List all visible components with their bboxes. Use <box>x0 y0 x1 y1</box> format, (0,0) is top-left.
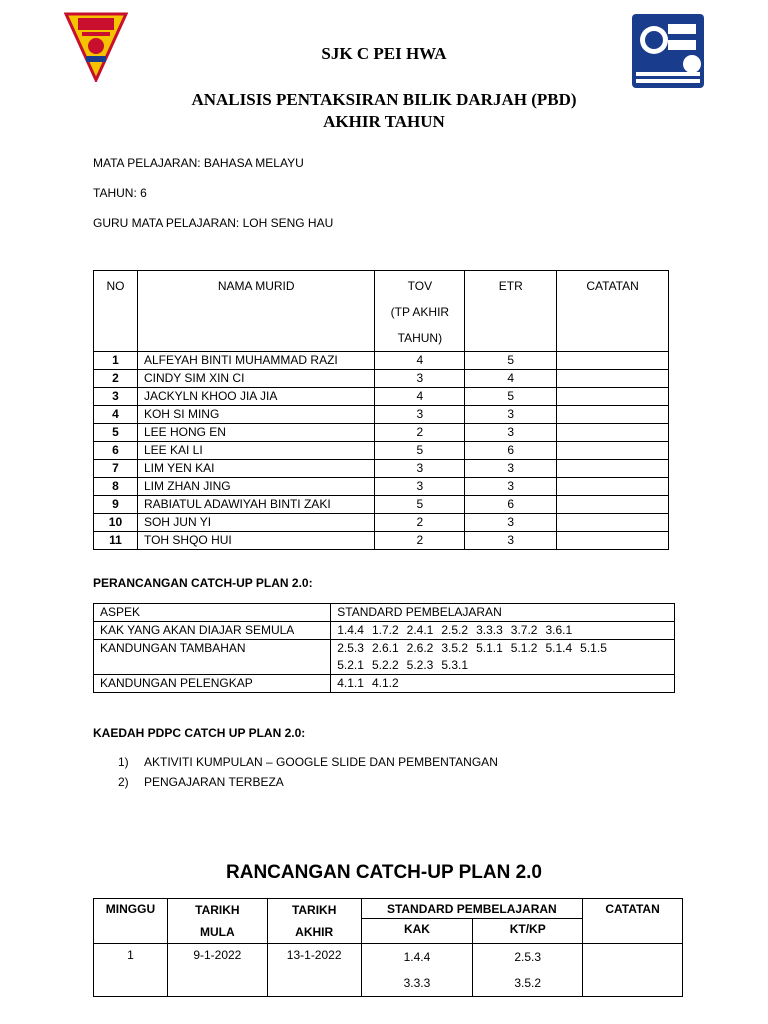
row-tov: 3 <box>375 406 465 424</box>
standard-code: 5.3.1 <box>441 658 469 672</box>
method-item-text: PENGAJARAN TERBEZA <box>144 775 284 789</box>
row-tov: 4 <box>375 388 465 406</box>
row-name: RABIATUL ADAWIYAH BINTI ZAKI <box>137 496 374 514</box>
row-notes <box>557 514 669 532</box>
row-no: 2 <box>94 370 138 388</box>
row-etr: 3 <box>465 478 557 496</box>
standard-code: 5.1.1 <box>476 641 503 655</box>
students-table <box>93 270 669 550</box>
header-notes: CATATAN <box>557 271 669 352</box>
row-notes <box>557 442 669 460</box>
plan-aspect: KANDUNGAN TAMBAHAN <box>94 640 331 675</box>
header-etr: ETR <box>465 271 557 352</box>
row-tov: 2 <box>375 532 465 550</box>
plan-row <box>94 675 675 693</box>
schedule-row <box>94 944 683 997</box>
document-subtitle: AKHIR TAHUN <box>323 112 445 131</box>
table-row <box>94 460 669 478</box>
standard-code: 5.2.2 <box>371 658 399 672</box>
row-name: LIM ZHAN JING <box>137 478 374 496</box>
row-notes <box>557 406 669 424</box>
row-etr: 6 <box>465 442 557 460</box>
table-row <box>94 442 669 460</box>
plan-aspect: KAK YANG AKAN DIAJAR SEMULA <box>94 622 331 640</box>
plan-standards <box>331 640 675 675</box>
method-item-text: AKTIVITI KUMPULAN – GOOGLE SLIDE DAN PEMBENTANGAN <box>144 755 498 769</box>
method-item-1 <box>118 755 498 769</box>
plan-standards <box>331 675 675 693</box>
row-name: LEE HONG EN <box>137 424 374 442</box>
row-etr: 5 <box>465 352 557 370</box>
row-name: JACKYLN KHOO JIA JIA <box>137 388 374 406</box>
standard-code: 5.1.5 <box>580 641 607 655</box>
row-no: 8 <box>94 478 138 496</box>
table-row <box>94 352 669 370</box>
row-name: SOH JUN YI <box>137 514 374 532</box>
year-label: TAHUN: 6 <box>93 186 147 200</box>
header-ktkp: KT/KP <box>473 919 583 944</box>
plan-aspect: KANDUNGAN PELENGKAP <box>94 675 331 693</box>
row-notes <box>557 460 669 478</box>
header-standard: STANDARD PEMBELAJARAN <box>361 899 583 919</box>
document-title: ANALISIS PENTAKSIRAN BILIK DARJAH (PBD) <box>191 90 577 109</box>
header-tov: TOV (TP AKHIR TAHUN) <box>375 271 465 352</box>
row-notes <box>557 352 669 370</box>
row-notes <box>557 424 669 442</box>
row-tov: 5 <box>375 496 465 514</box>
plan-standards <box>331 622 675 640</box>
row-week: 1 <box>94 944 168 997</box>
row-tov: 5 <box>375 442 465 460</box>
table-row <box>94 496 669 514</box>
header-notes: CATATAN <box>583 899 683 944</box>
row-tov: 3 <box>375 370 465 388</box>
row-no: 4 <box>94 406 138 424</box>
method-item-2 <box>118 775 284 789</box>
row-tov: 2 <box>375 514 465 532</box>
row-notes <box>583 944 683 997</box>
method-heading: KAEDAH PDPC CATCH UP PLAN 2.0: <box>93 726 306 740</box>
standard-code: 5.2.1 <box>337 658 364 672</box>
row-etr: 4 <box>465 370 557 388</box>
row-notes <box>557 370 669 388</box>
row-etr: 3 <box>465 406 557 424</box>
row-start-date: 9-1-2022 <box>167 944 267 997</box>
table-row <box>94 424 669 442</box>
row-name: TOH SHQO HUI <box>137 532 374 550</box>
standard-code: 4.1.2 <box>371 676 399 690</box>
row-no: 3 <box>94 388 138 406</box>
table-header-row <box>94 271 669 352</box>
method-item-number: 2) <box>118 775 129 789</box>
plan-row <box>94 640 675 675</box>
table-row <box>94 514 669 532</box>
header-kak: KAK <box>361 919 473 944</box>
row-etr: 6 <box>465 496 557 514</box>
row-tov: 3 <box>375 460 465 478</box>
plan-header-aspect: ASPEK <box>94 604 331 622</box>
row-name: LIM YEN KAI <box>137 460 374 478</box>
row-no: 9 <box>94 496 138 514</box>
standard-code: 2.5.3 <box>337 641 364 655</box>
standard-code: 1.4.4 <box>337 623 364 637</box>
schedule-header-row <box>94 899 683 919</box>
plan-header-row <box>94 604 675 622</box>
standard-code: 3.6.1 <box>545 623 573 637</box>
row-etr: 3 <box>465 514 557 532</box>
row-no: 6 <box>94 442 138 460</box>
method-item-number: 1) <box>118 755 129 769</box>
subject-label: MATA PELAJARAN: BAHASA MELAYU <box>93 156 304 170</box>
standard-code: 3.5.2 <box>441 641 469 655</box>
standard-code: 5.1.2 <box>510 641 538 655</box>
plan-heading: PERANCANGAN CATCH-UP PLAN 2.0: <box>93 576 313 590</box>
row-tov: 2 <box>375 424 465 442</box>
standard-code: 4.1.1 <box>337 676 364 690</box>
school-name: SJK C PEI HWA <box>321 44 447 63</box>
row-notes <box>557 478 669 496</box>
standard-code: 2.6.2 <box>406 641 434 655</box>
plan-table <box>93 603 675 693</box>
header-start-date: TARIKH MULA <box>167 899 267 944</box>
row-notes <box>557 532 669 550</box>
header-no: NO <box>94 271 138 352</box>
table-row <box>94 406 669 424</box>
row-no: 5 <box>94 424 138 442</box>
row-etr: 5 <box>465 388 557 406</box>
standard-code: 2.4.1 <box>406 623 434 637</box>
standard-code: 3.7.2 <box>510 623 538 637</box>
standard-code: 1.7.2 <box>371 623 399 637</box>
table-row <box>94 478 669 496</box>
row-no: 1 <box>94 352 138 370</box>
row-tov: 3 <box>375 478 465 496</box>
standard-code: 5.1.4 <box>545 641 573 655</box>
row-no: 7 <box>94 460 138 478</box>
header-week: MINGGU <box>94 899 168 944</box>
row-end-date: 13-1-2022 <box>267 944 361 997</box>
standard-code: 2.6.1 <box>371 641 399 655</box>
row-etr: 3 <box>465 532 557 550</box>
row-notes <box>557 496 669 514</box>
teacher-label: GURU MATA PELAJARAN: LOH SENG HAU <box>93 216 334 230</box>
standard-code: 5.2.3 <box>406 658 434 672</box>
schedule-title: RANCANGAN CATCH-UP PLAN 2.0 <box>226 862 542 883</box>
row-name: ALFEYAH BINTI MUHAMMAD RAZI <box>137 352 374 370</box>
row-no: 11 <box>94 532 138 550</box>
table-row <box>94 370 669 388</box>
standard-code: 2.5.2 <box>441 623 469 637</box>
plan-row <box>94 622 675 640</box>
header-name: NAMA MURID <box>137 271 374 352</box>
row-name: CINDY SIM XIN CI <box>137 370 374 388</box>
row-kak: 1.4.4 3.3.3 <box>361 944 473 997</box>
table-row <box>94 388 669 406</box>
row-no: 10 <box>94 514 138 532</box>
row-etr: 3 <box>465 424 557 442</box>
row-etr: 3 <box>465 460 557 478</box>
row-name: LEE KAI LI <box>137 442 374 460</box>
plan-header-standard: STANDARD PEMBELAJARAN <box>331 604 675 622</box>
row-notes <box>557 388 669 406</box>
standard-code: 3.3.3 <box>476 623 503 637</box>
row-ktkp: 2.5.3 3.5.2 <box>473 944 583 997</box>
header-end-date: TARIKH AKHIR <box>267 899 361 944</box>
schedule-table <box>93 898 683 997</box>
table-row <box>94 532 669 550</box>
row-tov: 4 <box>375 352 465 370</box>
row-name: KOH SI MING <box>137 406 374 424</box>
